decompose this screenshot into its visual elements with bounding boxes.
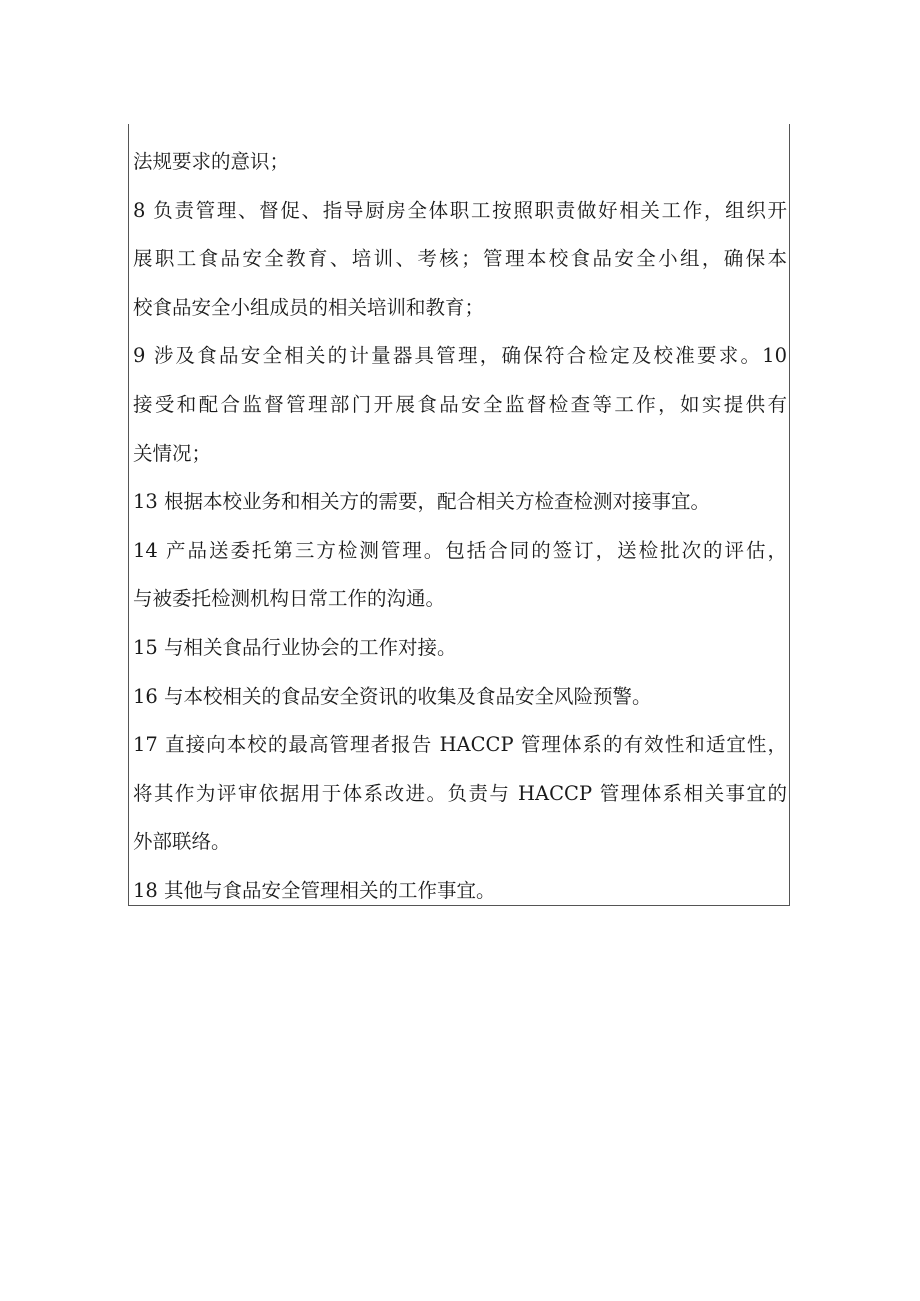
text-line: 将其作为评审依据用于体系改进。负责与 HACCP 管理体系相关事宜的 [133,781,787,805]
text-line: 16 与本校相关的食品安全资讯的收集及食品安全风险预警。 [133,684,652,708]
text-line: 接受和配合监督管理部门开展食品安全监督检查等工作，如实提供有 [133,392,787,416]
text-line: 13 根据本校业务和相关方的需要，配合相关方检查检测对接事宜。 [133,490,711,514]
text-line: 与被委托检测机构日常工作的沟通。 [133,587,446,611]
text-line: 15 与相关食品行业协会的工作对接。 [133,635,457,659]
text-line: 14 产品送委托第三方检测管理。包括合同的签订，送检批次的评估， [133,538,787,562]
text-line: 关情况； [133,441,212,465]
text-line: 展职工食品安全教育、培训、考核；管理本校食品安全小组，确保本 [133,247,787,271]
text-line: 校食品安全小组成员的相关培训和教育； [133,295,485,319]
responsibilities-table-cell [128,124,790,906]
text-line: 9 涉及食品安全相关的计量器具管理，确保符合检定及校准要求。10 [133,344,787,368]
text-line: 18 其他与食品安全管理相关的工作事宜。 [133,878,496,902]
text-line: 外部联络。 [133,830,231,854]
responsibilities-text [133,138,787,916]
text-line: 8 负责管理、督促、指导厨房全体职工按照职责做好相关工作，组织开 [133,198,787,222]
text-line: 法规要求的意识； [133,150,290,173]
text-line: 17 直接向本校的最高管理者报告 HACCP 管理体系的有效性和适宜性， [133,733,787,757]
